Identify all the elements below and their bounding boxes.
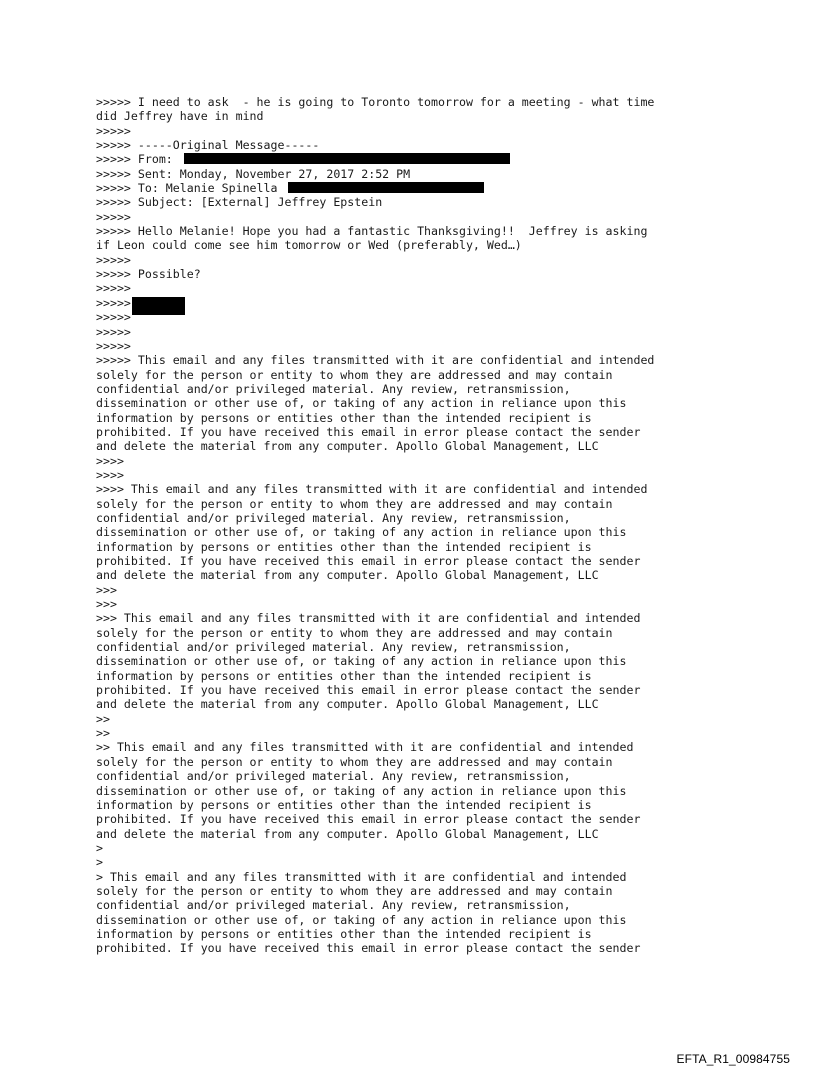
email-line xyxy=(96,468,756,482)
email-line-text: >> This email and any files transmitted with it are confidential and intended xyxy=(96,740,634,755)
email-line-text: confidential and/or privileged material. Any review, retransmission, xyxy=(96,640,571,655)
email-line-text: confidential and/or privileged material. Any review, retransmission, xyxy=(96,381,571,396)
email-line xyxy=(96,181,756,195)
email-line xyxy=(96,640,756,654)
email-line-text: >>>>> xyxy=(96,295,131,310)
email-line xyxy=(96,583,756,597)
email-line xyxy=(96,339,756,353)
email-line-text: >>>>> xyxy=(96,252,131,267)
email-line-text: and delete the material from any computer. Apollo Global Management, LLC xyxy=(96,439,599,454)
email-line xyxy=(96,712,756,726)
email-body-text xyxy=(96,95,756,956)
redaction-box xyxy=(132,297,185,315)
email-line xyxy=(96,195,756,209)
email-line-text: >>> This email and any files transmitted with it are confidential and intended xyxy=(96,611,641,626)
email-line-text: > This email and any files transmitted with it are confidential and intended xyxy=(96,869,627,884)
email-line xyxy=(96,267,756,281)
email-line-text: confidential and/or privileged material. Any review, retransmission, xyxy=(96,898,571,913)
email-line-text: >>>>> To: Melanie Spinella xyxy=(96,181,285,196)
email-line-text: >>>>> xyxy=(96,338,131,353)
email-line-text: >>>>> xyxy=(96,281,131,296)
email-line-text: information by persons or entities other than the intended recipient is xyxy=(96,926,592,941)
email-line xyxy=(96,497,756,511)
email-line-text: >>>>> This email and any files transmitted with it are confidential and intended xyxy=(96,353,655,368)
email-line-text: solely for the person or entity to whom they are addressed and may contain xyxy=(96,883,613,898)
email-line xyxy=(96,124,756,138)
email-line xyxy=(96,210,756,224)
email-line-text: >>>>> From: xyxy=(96,152,180,167)
email-line xyxy=(96,740,756,754)
email-line xyxy=(96,109,756,123)
email-line-text: >>> xyxy=(96,582,117,597)
email-line xyxy=(96,626,756,640)
document-id-stamp: EFTA_R1_00984755 xyxy=(676,1052,790,1066)
email-line xyxy=(96,310,756,324)
email-line-text: >>>>> xyxy=(96,209,131,224)
redaction-box xyxy=(288,182,484,193)
email-line xyxy=(96,683,756,697)
email-line-text: > xyxy=(96,840,103,855)
email-line xyxy=(96,439,756,453)
email-line xyxy=(96,454,756,468)
email-line xyxy=(96,138,756,152)
email-line-text: information by persons or entities other than the intended recipient is xyxy=(96,539,592,554)
email-line xyxy=(96,482,756,496)
email-line xyxy=(96,95,756,109)
email-line-text: >>>>> xyxy=(96,324,131,339)
email-line xyxy=(96,697,756,711)
email-line-text: >>>>> Hello Melanie! Hope you had a fantastic Thanksgiving!! Jeffrey is asking xyxy=(96,224,648,239)
email-line-text: and delete the material from any computer. Apollo Global Management, LLC xyxy=(96,697,599,712)
email-line xyxy=(96,841,756,855)
email-line-text: and delete the material from any computer. Apollo Global Management, LLC xyxy=(96,826,599,841)
email-line-text: information by persons or entities other than the intended recipient is xyxy=(96,797,592,812)
email-line xyxy=(96,353,756,367)
email-line xyxy=(96,654,756,668)
email-line xyxy=(96,812,756,826)
email-line xyxy=(96,554,756,568)
email-line-text: >> xyxy=(96,711,110,726)
email-line-text: if Leon could come see him tomorrow or Wed (preferably, Wed…) xyxy=(96,238,522,253)
email-line xyxy=(96,855,756,869)
email-line xyxy=(96,238,756,252)
email-line xyxy=(96,755,756,769)
email-line xyxy=(96,368,756,382)
email-line xyxy=(96,281,756,295)
email-line xyxy=(96,296,756,310)
email-line-text: dissemination or other use of, or taking of any action in reliance upon this xyxy=(96,396,627,411)
email-line-text: prohibited. If you have received this email in error please contact the sender xyxy=(96,941,641,956)
email-line-text: prohibited. If you have received this email in error please contact the sender xyxy=(96,424,641,439)
email-line xyxy=(96,411,756,425)
email-line-text: prohibited. If you have received this email in error please contact the sender xyxy=(96,683,641,698)
email-line-text: >>>>> xyxy=(96,310,131,325)
email-line-text: >>>>> Subject: [External] Jeffrey Epstein xyxy=(96,195,383,210)
email-line-text: >> xyxy=(96,726,110,741)
email-line xyxy=(96,224,756,238)
email-line-text: prohibited. If you have received this email in error please contact the sender xyxy=(96,812,641,827)
email-line-text: >>>>> -----Original Message----- xyxy=(96,138,320,153)
email-line xyxy=(96,769,756,783)
email-line-text: >>>> xyxy=(96,453,124,468)
email-line xyxy=(96,597,756,611)
email-line xyxy=(96,525,756,539)
email-line xyxy=(96,927,756,941)
email-line xyxy=(96,167,756,181)
email-line xyxy=(96,870,756,884)
email-line-text: confidential and/or privileged material. Any review, retransmission, xyxy=(96,769,571,784)
email-line-text: solely for the person or entity to whom they are addressed and may contain xyxy=(96,625,613,640)
email-line xyxy=(96,941,756,955)
email-line xyxy=(96,253,756,267)
email-line xyxy=(96,540,756,554)
email-line xyxy=(96,913,756,927)
email-line-text: >>>>> I need to ask - he is going to Toronto tomorrow for a meeting - what time xyxy=(96,95,655,109)
email-line xyxy=(96,511,756,525)
email-line xyxy=(96,568,756,582)
email-line xyxy=(96,669,756,683)
email-line-text: >>>> xyxy=(96,467,124,482)
email-line xyxy=(96,784,756,798)
email-line xyxy=(96,396,756,410)
email-line-text: dissemination or other use of, or taking of any action in reliance upon this xyxy=(96,783,627,798)
email-line-text: did Jeffrey have in mind xyxy=(96,109,264,124)
email-line-text: >>>>> Sent: Monday, November 27, 2017 2:52 PM xyxy=(96,166,411,181)
email-line xyxy=(96,827,756,841)
email-line xyxy=(96,425,756,439)
email-line-text: solely for the person or entity to whom they are addressed and may contain xyxy=(96,367,613,382)
redaction-box xyxy=(184,153,510,164)
email-line-text: >>>> This email and any files transmitted with it are confidential and intended xyxy=(96,482,648,497)
email-line-text: dissemination or other use of, or taking of any action in reliance upon this xyxy=(96,912,627,927)
email-line xyxy=(96,898,756,912)
email-line-text: and delete the material from any computer. Apollo Global Management, LLC xyxy=(96,568,599,583)
email-line-text: information by persons or entities other than the intended recipient is xyxy=(96,668,592,683)
email-line-text: >>> xyxy=(96,597,117,612)
email-line xyxy=(96,382,756,396)
email-line-text: prohibited. If you have received this email in error please contact the sender xyxy=(96,554,641,568)
email-line xyxy=(96,152,756,166)
email-line-text: dissemination or other use of, or taking of any action in reliance upon this xyxy=(96,654,627,669)
email-line-text: confidential and/or privileged material. Any review, retransmission, xyxy=(96,510,571,525)
email-line xyxy=(96,798,756,812)
email-line-text: solely for the person or entity to whom they are addressed and may contain xyxy=(96,754,613,769)
email-line-text: information by persons or entities other than the intended recipient is xyxy=(96,410,592,425)
email-line xyxy=(96,884,756,898)
email-line xyxy=(96,611,756,625)
email-line-text: > xyxy=(96,855,103,870)
email-line-text: solely for the person or entity to whom they are addressed and may contain xyxy=(96,496,613,511)
email-line-text: dissemination or other use of, or taking of any action in reliance upon this xyxy=(96,525,627,540)
email-line-text: >>>>> Possible? xyxy=(96,267,201,282)
email-line-text: >>>>> xyxy=(96,123,131,138)
email-line xyxy=(96,325,756,339)
email-line xyxy=(96,726,756,740)
